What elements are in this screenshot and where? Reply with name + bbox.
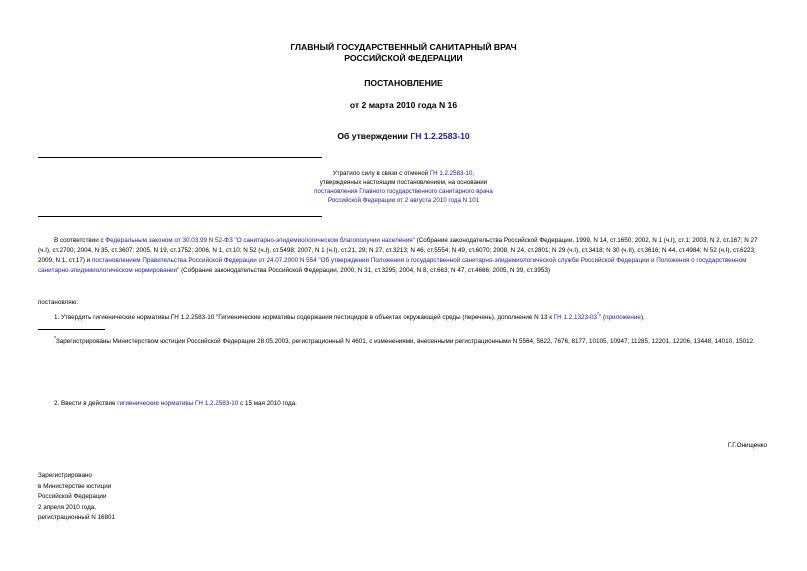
item-1-paragraph	[54, 310, 770, 323]
title-prefix: Об утверждении	[337, 131, 411, 141]
note-top-rule	[38, 157, 322, 158]
note-bottom-rule	[38, 216, 322, 217]
document-type: ПОСТАНОВЛЕНИЕ	[364, 78, 443, 88]
status-note-link-decree-2[interactable]: Российской Федерации от 2 августа 2010 года N 101	[327, 197, 480, 204]
registration-line-1: Зарегистрировано	[38, 472, 92, 479]
footnote-rule	[38, 329, 105, 330]
item-2-text-1: 2. Ввести в действие	[54, 400, 118, 407]
document-date-number: от 2 марта 2010 года N 16	[349, 100, 458, 110]
issuer-line-2: РОССИЙСКОЙ ФЕДЕРАЦИИ	[344, 53, 463, 63]
status-note-text: Утратило силу в связи с отменой	[332, 170, 430, 177]
item-2-link-gn[interactable]: гигиенические нормативы ГН 1.2.2583-10	[117, 400, 239, 407]
item-1-link-appendix[interactable]: приложение	[605, 314, 641, 322]
title-link-gn[interactable]: ГН 1.2.2583-10	[410, 131, 470, 141]
preamble-text-3: (Собрание законодательства Российской Федерации, 2000, N 31, ст.3295; 2004, N 8, ст.663; N 47, ст.4666; 2005, N 39, ст.3953)	[179, 267, 550, 274]
status-note-line-2: утвержденных настоящим постановлением, на основании	[319, 179, 488, 186]
status-note-comma: ,	[472, 170, 475, 177]
item-1-text-3: ).	[640, 314, 645, 322]
status-note-line-1	[0, 169, 807, 178]
item-1-footnote-ref[interactable]: *	[597, 312, 600, 318]
item-1-link-gn-1323[interactable]: ГН 1.2.1323-03	[553, 314, 598, 322]
footnote-mark: *	[54, 336, 56, 342]
item-2-paragraph	[54, 399, 297, 409]
status-note-link-gn[interactable]: ГН 1.2.2583-10	[429, 170, 473, 177]
preamble-link-government-decree[interactable]: постановлением Правительства Российской Федерации от 24.07.2000 N 554 "Об утверждении Положения о государственной санитарно-эпидемиологической службе Российской Федерации и Положения о государственном санитарно-эпидемиологическом нормировании"	[38, 257, 747, 274]
registration-line-5: регистрационный N 16801	[38, 514, 116, 521]
preamble-link-federal-law[interactable]: Федеральным законом от 30.03.99 N 52-ФЗ "О санитарно-эпидемиологическом благополучии населения"	[105, 237, 415, 244]
item-1-text-2: " (	[599, 314, 606, 322]
preamble-text-1: В соответствии с	[54, 237, 106, 244]
footnote	[54, 334, 770, 347]
registration-line-2: в Министерстве юстиции	[38, 482, 112, 490]
footnote-text: Зарегистрированы Министерством юстиции Российской Федерации 28.05.2003, регистрационный N 4601, с изменениями, внесенными регистрационными N 5564, 5622, 7676, 8177, 10105, 10947, 11285, 12201, 12206, 13448, 14010, 15012.	[55, 338, 755, 346]
item-2-text-2: с 15 мая 2010 года.	[238, 400, 297, 407]
preamble-text-2: (Собрание законодательства Российской Федерации, 1999, N 14, ст.1650; 2002, N 1 (ч.I), ст.1; 2003, N 2, ст.167; N 27 (ч.I), ст.2700; 2004, N 35, ст.3607; 2005, N 19, ст.1752; 2006, N 1, ст.10; N 52 (ч.I), ст.5498; 2007, N 1 (ч.I), ст.21, 29; N 27, ст.3213; N 46, ст.5554; N 49, ст.6070; 2008, N 24, ст.2801; N 29 (ч.I), ст.3418; N 30 (ч.II), ст.3616; N 44, ст.4984; N 52 (ч.I), ст.6223; 2009, N 1, ст.17) и	[38, 237, 758, 264]
registration-line-4: 2 апреля 2010 года,	[38, 503, 96, 511]
status-note	[0, 169, 807, 205]
item-1-text-1: 1. Утвердить гигиенические нормативы ГН 1.2.2583-10 "Гигиенические нормативы содержания пестицидов в объектах окружающей среды (перечень), дополнение N 13 к	[54, 314, 554, 322]
document-title	[0, 131, 807, 142]
issuer-heading	[0, 42, 807, 64]
signature: Г.Г.Онищенко	[727, 442, 767, 449]
preamble-paragraph	[38, 236, 770, 276]
issuer-line-1: ГЛАВНЫЙ ГОСУДАРСТВЕННЫЙ САНИТАРНЫЙ ВРАЧ	[290, 42, 517, 52]
registration-line-3: Российской Федерации	[38, 493, 107, 500]
resolve-word: постановляю:	[38, 299, 79, 306]
registration-block	[38, 471, 115, 524]
status-note-link-decree-1[interactable]: постановления Главного государственного санитарного врача	[314, 188, 493, 195]
